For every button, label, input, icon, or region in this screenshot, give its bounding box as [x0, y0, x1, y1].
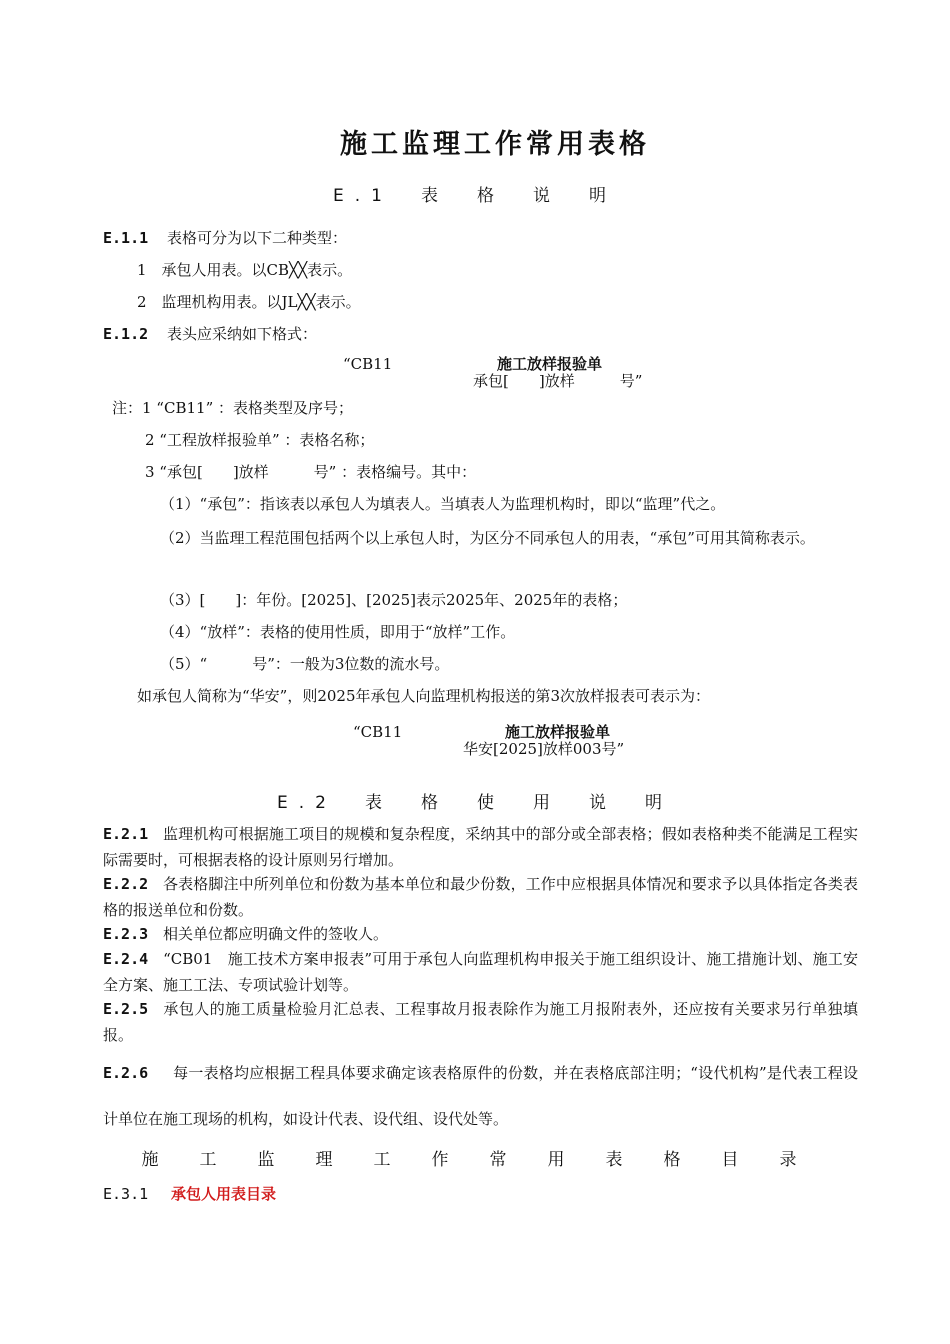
clause-e2-1 — [103, 821, 858, 873]
clause-text: 表格可分为以下二种类型： — [166, 229, 347, 247]
example-intro: 如承包人简称为“华安”，则2025年承包人向监理机构报送的第3次放样报表可表示为： — [137, 687, 711, 705]
example2-form-number: 华安[2025]放样003号” — [463, 740, 625, 758]
sub-item-1: （1）“承包”：指该表以承包人为填表人。当填表人为监理机构时，即以“监理”代之。 — [160, 495, 726, 513]
clause-number: E.2.6 — [103, 1064, 149, 1082]
clause-e1-2 — [103, 324, 317, 344]
note-3: 3 “承包[ ]放样 号” ：表格编号。其中： — [145, 463, 477, 481]
clause-e2-2 — [103, 871, 858, 923]
clause-text: 相关单位都应明确文件的签收人。 — [162, 925, 388, 943]
example2-code: “CB11 — [353, 723, 403, 741]
clause-e3-1 — [103, 1184, 276, 1204]
clause-number: E.2.3 — [103, 925, 149, 943]
section-e3-heading: 施 工 监 理 工 作 常 用 表 格 目 录 — [141, 1150, 809, 1170]
clause-e2-6 — [103, 1050, 858, 1142]
section-e1-heading: E.1 表 格 说 明 — [333, 186, 617, 206]
clause-e2-3 — [103, 921, 858, 947]
clause-text: 表头应采纳如下格式： — [166, 325, 317, 343]
clause-number: E.1.1 — [103, 229, 149, 247]
clause-e1-1 — [103, 228, 347, 248]
sub-item-4: （4）“放样”：表格的使用性质，即用于“放样”工作。 — [160, 623, 516, 641]
section-e2-heading: E.2 表 格 使 用 说 明 — [277, 793, 673, 813]
clause-number: E.1.2 — [103, 325, 149, 343]
clause-e2-4 — [103, 946, 858, 998]
clause-e1-1-item-1: 1 承包人用表。以CB╳╳表示。 — [137, 261, 353, 279]
example1-form-number: 承包[ ]放样 号” — [473, 372, 643, 390]
page-title: 施工监理工作常用表格 — [340, 129, 650, 160]
note-2: 2 “工程放样报验单” ：表格名称； — [145, 431, 375, 449]
note-1: 注：1 “CB11” ：表格类型及序号； — [112, 399, 354, 417]
clause-text: 承包人的施工质量检验月汇总表、工程事故月报表除作为施工月报附表外，还应按有关要求另行单独填报。 — [103, 1000, 858, 1044]
clause-number: E.2.2 — [103, 875, 149, 893]
clause-number: E.2.4 — [103, 950, 149, 968]
clause-number: E.2.5 — [103, 1000, 149, 1018]
example1-code: “CB11 — [343, 355, 393, 373]
example1-form-name: 施工放样报验单 — [497, 355, 603, 373]
clause-text: “CB01 施工技术方案申报表”可用于承包人向监理机构申报关于施工组织设计、施工措施计划、施工安全方案、施工工法、专项试验计划等。 — [103, 950, 858, 994]
clause-text: 每一表格均应根据工程具体要求确定该表格原件的份数，并在表格底部注明；“设代机构”是代表工程设计单位在施工现场的机构，如设计代表、设代组、设代处等。 — [103, 1064, 858, 1128]
clause-number: E.3.1 — [103, 1185, 149, 1203]
sub-item-2: （2）当监理工程范围包括两个以上承包人时，为区分不同承包人的用表，“承包”可用其简称表示。 — [160, 529, 815, 547]
clause-text: 各表格脚注中所列单位和份数为基本单位和最少份数，工作中应根据具体情况和要求予以具体指定各类表格的报送单位和份数。 — [103, 875, 858, 919]
example2-form-name: 施工放样报验单 — [505, 723, 611, 741]
contractor-forms-index-label: 承包人用表目录 — [170, 1185, 276, 1203]
clause-e2-5 — [103, 996, 858, 1048]
clause-text: 监理机构可根据施工项目的规模和复杂程度，采纳其中的部分或全部表格；假如表格种类不能满足工程实际需要时，可根据表格的设计原则另行增加。 — [103, 825, 858, 869]
clause-e1-1-item-2: 2 监理机构用表。以JL╳╳表示。 — [137, 293, 361, 311]
sub-item-3: （3）[ ]：年份。[2025]、[2025]表示2025年、2025年的表格； — [160, 591, 628, 609]
sub-item-5: （5）“ 号”：一般为3位数的流水号。 — [160, 655, 450, 673]
clause-number: E.2.1 — [103, 825, 149, 843]
